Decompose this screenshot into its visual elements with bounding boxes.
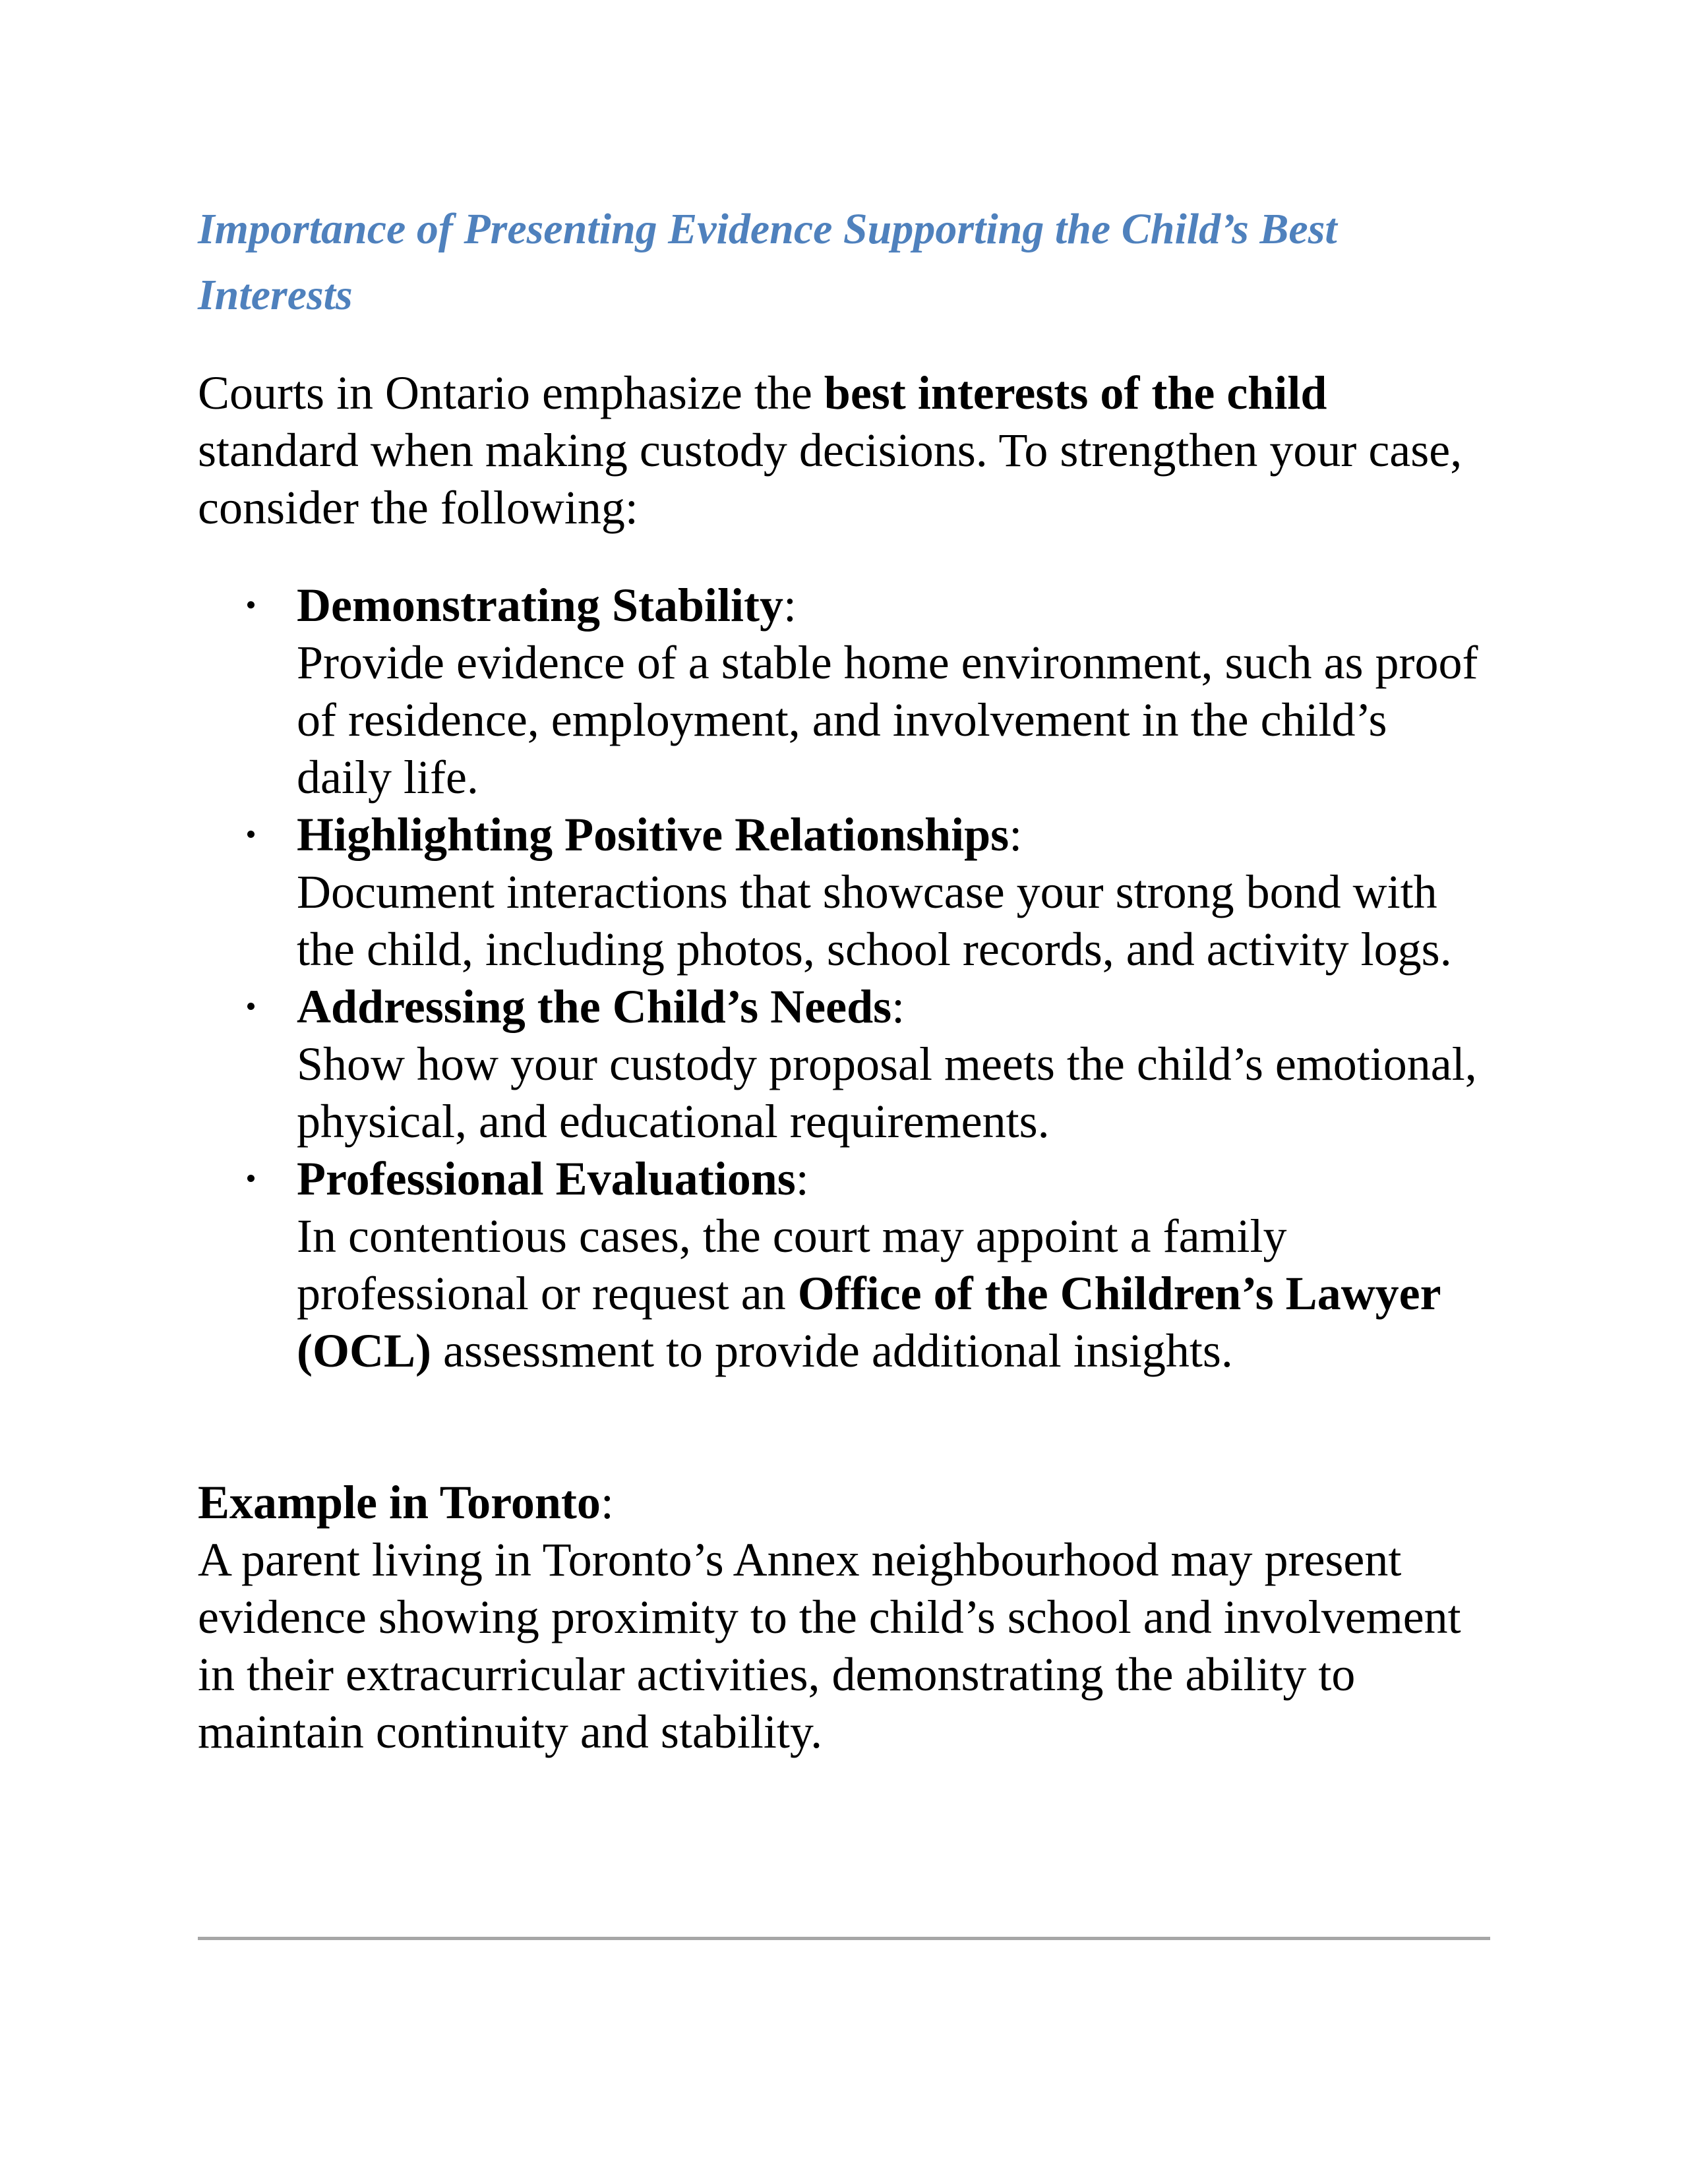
bullet-title: Professional Evaluations — [297, 1152, 796, 1205]
bullet-bold-phrase: Office of the Children’s Lawyer (OCL) — [297, 1267, 1441, 1377]
example-colon: : — [600, 1476, 614, 1529]
bullet-item-stability — [198, 577, 1490, 806]
bullet-dot-icon — [247, 1175, 255, 1182]
bullet-description — [297, 1208, 1490, 1380]
bullet-description: Show how your custody proposal meets the child’s emotional, physical, and educational requirements. — [297, 1038, 1477, 1148]
bullet-description: Document interactions that showcase your strong bond with the child, including photos, school records, and activity logs. — [297, 866, 1452, 976]
bullet-item-relationships — [198, 806, 1490, 978]
bullet-title: Addressing the Child’s Needs — [297, 980, 892, 1033]
intro-paragraph — [198, 365, 1490, 537]
bullet-description: Provide evidence of a stable home environment, such as proof of residence, employment, and involvement in the child’s daily life. — [297, 636, 1478, 804]
bullet-dot-icon — [247, 1003, 255, 1010]
intro-text-start: Courts in Ontario emphasize the — [198, 367, 824, 419]
bullet-item-needs — [198, 978, 1490, 1150]
bullet-colon: : — [891, 980, 905, 1033]
bullet-text-start: In contentious cases, the court may appoint a family professional or request an — [297, 1210, 1287, 1320]
example-paragraph — [198, 1474, 1490, 1761]
bullet-title: Highlighting Positive Relationships — [297, 808, 1010, 861]
bullet-title: Demonstrating Stability — [297, 579, 783, 632]
example-text: A parent living in Toronto’s Annex neighbourhood may present evidence showing proximity to the child’s school and involvement in their extracurricular activities, demonstrating the ability to maintain continuity and stability. — [198, 1533, 1461, 1758]
bullet-dot-icon — [247, 831, 255, 838]
evidence-bullet-list — [198, 577, 1490, 1380]
bullet-dot-icon — [247, 601, 255, 608]
bullet-colon: : — [1009, 808, 1023, 861]
bullet-item-evaluations — [198, 1150, 1490, 1380]
bullet-text-end: assessment to provide additional insights. — [431, 1324, 1233, 1377]
bullet-colon: : — [783, 579, 797, 632]
intro-text-end: standard when making custody decisions. To strengthen your case, consider the following: — [198, 424, 1462, 534]
horizontal-rule — [198, 1937, 1490, 1940]
example-title: Example in Toronto — [198, 1476, 601, 1529]
bullet-colon: : — [795, 1152, 809, 1205]
section-heading: Importance of Presenting Evidence Supporting the Child’s Best Interests — [198, 205, 1337, 319]
intro-bold-phrase: best interests of the child — [824, 367, 1327, 419]
